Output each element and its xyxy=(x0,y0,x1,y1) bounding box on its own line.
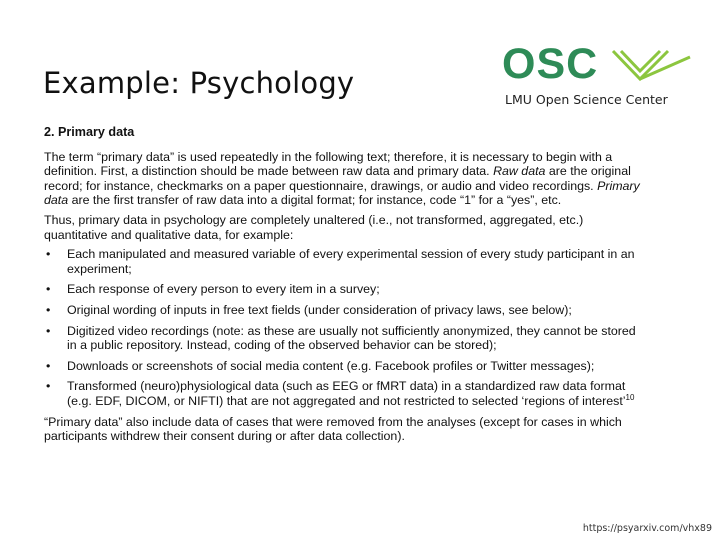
list-item-text: Digitized video recordings (note: as these are usually not sufficiently anonymized, they cannot be stored in a public repository. Instead, coding of the observed behavior can be stored); xyxy=(67,323,636,353)
paragraph-examples-intro: Thus, primary data in psychology are completely unaltered (i.e., not transformed, aggregated, etc.) quantitative and qualitative data, for example: xyxy=(44,212,584,242)
list-item-text: Downloads or screenshots of social media content (e.g. Facebook profiles or Twitter messages); xyxy=(67,358,595,373)
list-item xyxy=(44,359,644,374)
footer-url: https://psyarxiv.com/vhx89 xyxy=(582,523,712,534)
logo-subtitle: LMU Open Science Center xyxy=(505,92,668,107)
list-item xyxy=(44,247,644,276)
p1-text-c: are the original record; for instance, checkmarks on a paper questionnaire, drawings, or audio and video recordings. xyxy=(44,164,631,193)
bullet-glyph: • xyxy=(46,358,51,373)
paragraph-excluded-cases: “Primary data” also include data of cases that were removed from the analyses (except for cases in which participants withdrew their consent during or after data collection). xyxy=(44,414,622,444)
p1-term-raw-data: Raw data xyxy=(493,164,546,179)
list-item xyxy=(44,324,644,353)
document-excerpt xyxy=(44,125,644,449)
list-item-text: Transformed (neuro)physiological data (such as EEG or fMRT data) in a standardized raw data format (e.g. EDF, DICOM, or NIFTI) that are not aggregated and not restricted to selected ‘regions of interest’ xyxy=(67,379,626,408)
p1-term-primary-data: Primary data xyxy=(44,178,640,208)
section-heading: 2. Primary data xyxy=(44,125,135,139)
logo-wordmark: OSC xyxy=(502,40,599,88)
list-item-text: Original wording of inputs in free text fields (under consideration of privacy laws, see below); xyxy=(67,302,572,317)
bullet-glyph: • xyxy=(46,302,51,317)
chevron-icon xyxy=(610,47,694,87)
bullet-glyph: • xyxy=(46,379,51,394)
list-item-text: Each response of every person to every item in a survey; xyxy=(67,282,380,297)
p1-text-e: are the first transfer of raw data into a digital format; for instance, code “1” for a “yes”, etc. xyxy=(68,193,562,208)
list-item xyxy=(44,379,644,408)
list-item xyxy=(44,282,644,297)
paragraph-definition xyxy=(44,150,644,208)
footnote-ref: 10 xyxy=(625,392,635,402)
bullet-glyph: • xyxy=(46,247,51,262)
examples-list xyxy=(44,247,644,408)
bullet-glyph: • xyxy=(46,282,51,297)
list-item-text: Each manipulated and measured variable of every experimental session of every study participant in an experiment; xyxy=(67,247,635,276)
slide-title: Example: Psychology xyxy=(43,66,355,100)
osc-logo xyxy=(502,40,702,110)
bullet-glyph: • xyxy=(46,323,51,338)
list-item xyxy=(44,303,644,318)
p1-text-a: The term “primary data” is used repeatedly in the following text; therefore, it is necessary to begin with a definition. First, a distinction should be made between raw data and primary data. xyxy=(44,149,613,179)
